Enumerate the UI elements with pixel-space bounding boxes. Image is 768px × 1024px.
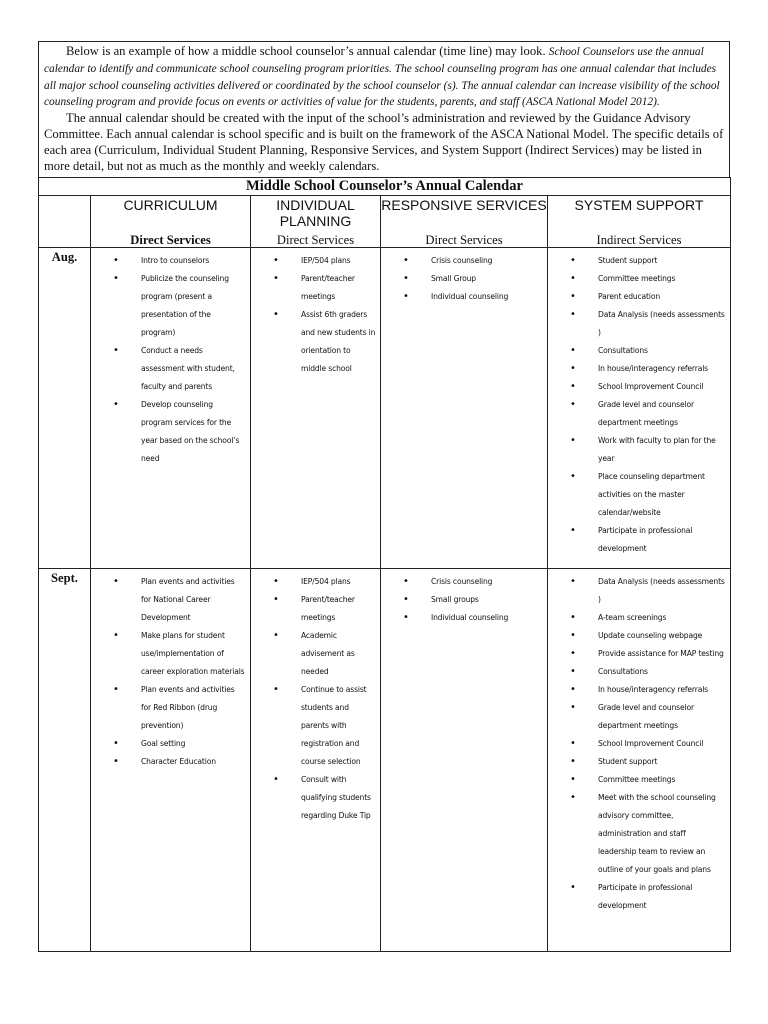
list-item: • Provide assistance for MAP testing xyxy=(556,645,726,663)
list-item: • Consultations xyxy=(556,342,726,360)
list-item: • Participate in professional development xyxy=(556,879,726,915)
list-item: • Crisis counseling xyxy=(389,252,543,270)
intro-paragraph-2: The annual calendar should be created with the input of the school’s administration and reviewed by the Guidance Advisory Committee. Each annual calendar is school specific and is built on the framework of the ASCA National Model. The specific details of each area (Curriculum, Individual Student Planning, Responsive Services, and System Support (Indirect Services) may be listed in more detail, but not as much as the monthly and weekly calendars. xyxy=(44,111,724,173)
list-item: • Individual counseling xyxy=(389,609,543,627)
list-item: • Assist 6th graders and new students in orientation to middle school xyxy=(259,306,376,378)
column-header-curriculum: CURRICULUM xyxy=(91,196,251,234)
list-item: • Individual counseling xyxy=(389,288,543,306)
list-item: • Publicize the counseling program (present a presentation of the program) xyxy=(99,270,246,342)
list-item: • Parent/teacher meetings xyxy=(259,591,376,627)
curriculum-cell xyxy=(91,569,251,952)
list-item: • Meet with the school counseling advisory committee, administration and staff leadership team to review an outline of your goals and plans xyxy=(556,789,726,879)
list-item: • Parent/teacher meetings xyxy=(259,270,376,306)
list-item: • Character Education xyxy=(99,753,246,771)
table-row xyxy=(39,248,731,569)
list-item: • In house/interagency referrals xyxy=(556,681,726,699)
list-item: • Place counseling department activities on the master calendar/website xyxy=(556,468,726,522)
list-item: • Participate in professional development xyxy=(556,522,726,558)
system-support-cell xyxy=(548,248,731,569)
column-header-responsive-services: RESPONSIVE SERVICES xyxy=(381,196,548,234)
bullet-list xyxy=(251,569,380,825)
list-item: • School Improvement Council xyxy=(556,378,726,396)
list-item: • School Improvement Council xyxy=(556,735,726,753)
list-item: • Grade level and counselor department meetings xyxy=(556,396,726,432)
month-label: Sept. xyxy=(39,569,91,952)
column-header-individual-planning: INDIVIDUAL PLANNING xyxy=(251,196,381,234)
list-item: • IEP/504 plans xyxy=(259,573,376,591)
list-item: • Small Group xyxy=(389,270,543,288)
table-title: Middle School Counselor’s Annual Calendar xyxy=(39,178,731,196)
list-item: • Student support xyxy=(556,753,726,771)
intro-box xyxy=(38,41,730,177)
month-header-cell xyxy=(39,196,91,248)
bullet-list xyxy=(251,248,380,378)
list-item: • Work with faculty to plan for the year xyxy=(556,432,726,468)
list-item: • Plan events and activities for Red Ribbon (drug prevention) xyxy=(99,681,246,735)
list-item: • Small groups xyxy=(389,591,543,609)
list-item: • Data Analysis (needs assessments ) xyxy=(556,573,726,609)
intro-paragraph xyxy=(44,44,724,111)
list-item: • Continue to assist students and parents with registration and course selection xyxy=(259,681,376,771)
responsive-services-cell xyxy=(381,248,548,569)
list-item: • Grade level and counselor department meetings xyxy=(556,699,726,735)
bullet-list xyxy=(381,569,547,627)
bullet-list xyxy=(91,569,250,771)
list-item: • Crisis counseling xyxy=(389,573,543,591)
document-page xyxy=(38,41,730,952)
list-item: • Academic advisement as needed xyxy=(259,627,376,681)
annual-calendar-table xyxy=(38,177,731,952)
bullet-list xyxy=(381,248,547,306)
list-item: • Student support xyxy=(556,252,726,270)
list-item: • Data Analysis (needs assessments ) xyxy=(556,306,726,342)
list-item: • A-team screenings xyxy=(556,609,726,627)
table-row xyxy=(39,569,731,952)
individual-planning-cell xyxy=(251,569,381,952)
column-header-system-support: SYSTEM SUPPORT xyxy=(548,196,731,234)
list-item: • In house/interagency referrals xyxy=(556,360,726,378)
list-item: • Parent education xyxy=(556,288,726,306)
list-item: • Conduct a needs assessment with student, faculty and parents xyxy=(99,342,246,396)
intro-italic-text: School Counselors use the annual calendar to identify and communicate school counseling program priorities. The school counseling program has one annual calendar that includes all major school counseling activities delivered or coordinated by the school counselor (s). The annual calendar can increase visibility of the school counseling program and provide focus on events or activities of value for the students, parents, and staff (ASCA National Model 2012). xyxy=(44,46,720,109)
individual-planning-cell xyxy=(251,248,381,569)
list-item: • Committee meetings xyxy=(556,771,726,789)
list-item: • Make plans for student use/implementation of career exploration materials xyxy=(99,627,246,681)
list-item: • Committee meetings xyxy=(556,270,726,288)
responsive-services-cell xyxy=(381,569,548,952)
list-item: • Develop counseling program services for the year based on the school’s need xyxy=(99,396,246,468)
list-item: • Goal setting xyxy=(99,735,246,753)
column-subheader-system-support: Indirect Services xyxy=(548,233,731,248)
system-support-cell xyxy=(548,569,731,952)
list-item: • Plan events and activities for National Career Development xyxy=(99,573,246,627)
bullet-list xyxy=(548,248,730,558)
month-label: Aug. xyxy=(39,248,91,569)
list-item: • Consultations xyxy=(556,663,726,681)
intro-lead-text: Below is an example of how a middle school counselor’s annual calendar (time line) may look. xyxy=(66,44,546,58)
list-item: • Consult with qualifying students regarding Duke Tip xyxy=(259,771,376,825)
bullet-list xyxy=(91,248,250,468)
column-subheader-responsive-services: Direct Services xyxy=(381,233,548,248)
list-item: • IEP/504 plans xyxy=(259,252,376,270)
list-item: • Update counseling webpage xyxy=(556,627,726,645)
bullet-list xyxy=(548,569,730,915)
list-item: • Intro to counselors xyxy=(99,252,246,270)
curriculum-cell xyxy=(91,248,251,569)
column-subheader-individual-planning: Direct Services xyxy=(251,233,381,248)
column-subheader-curriculum: Direct Services xyxy=(91,233,251,248)
